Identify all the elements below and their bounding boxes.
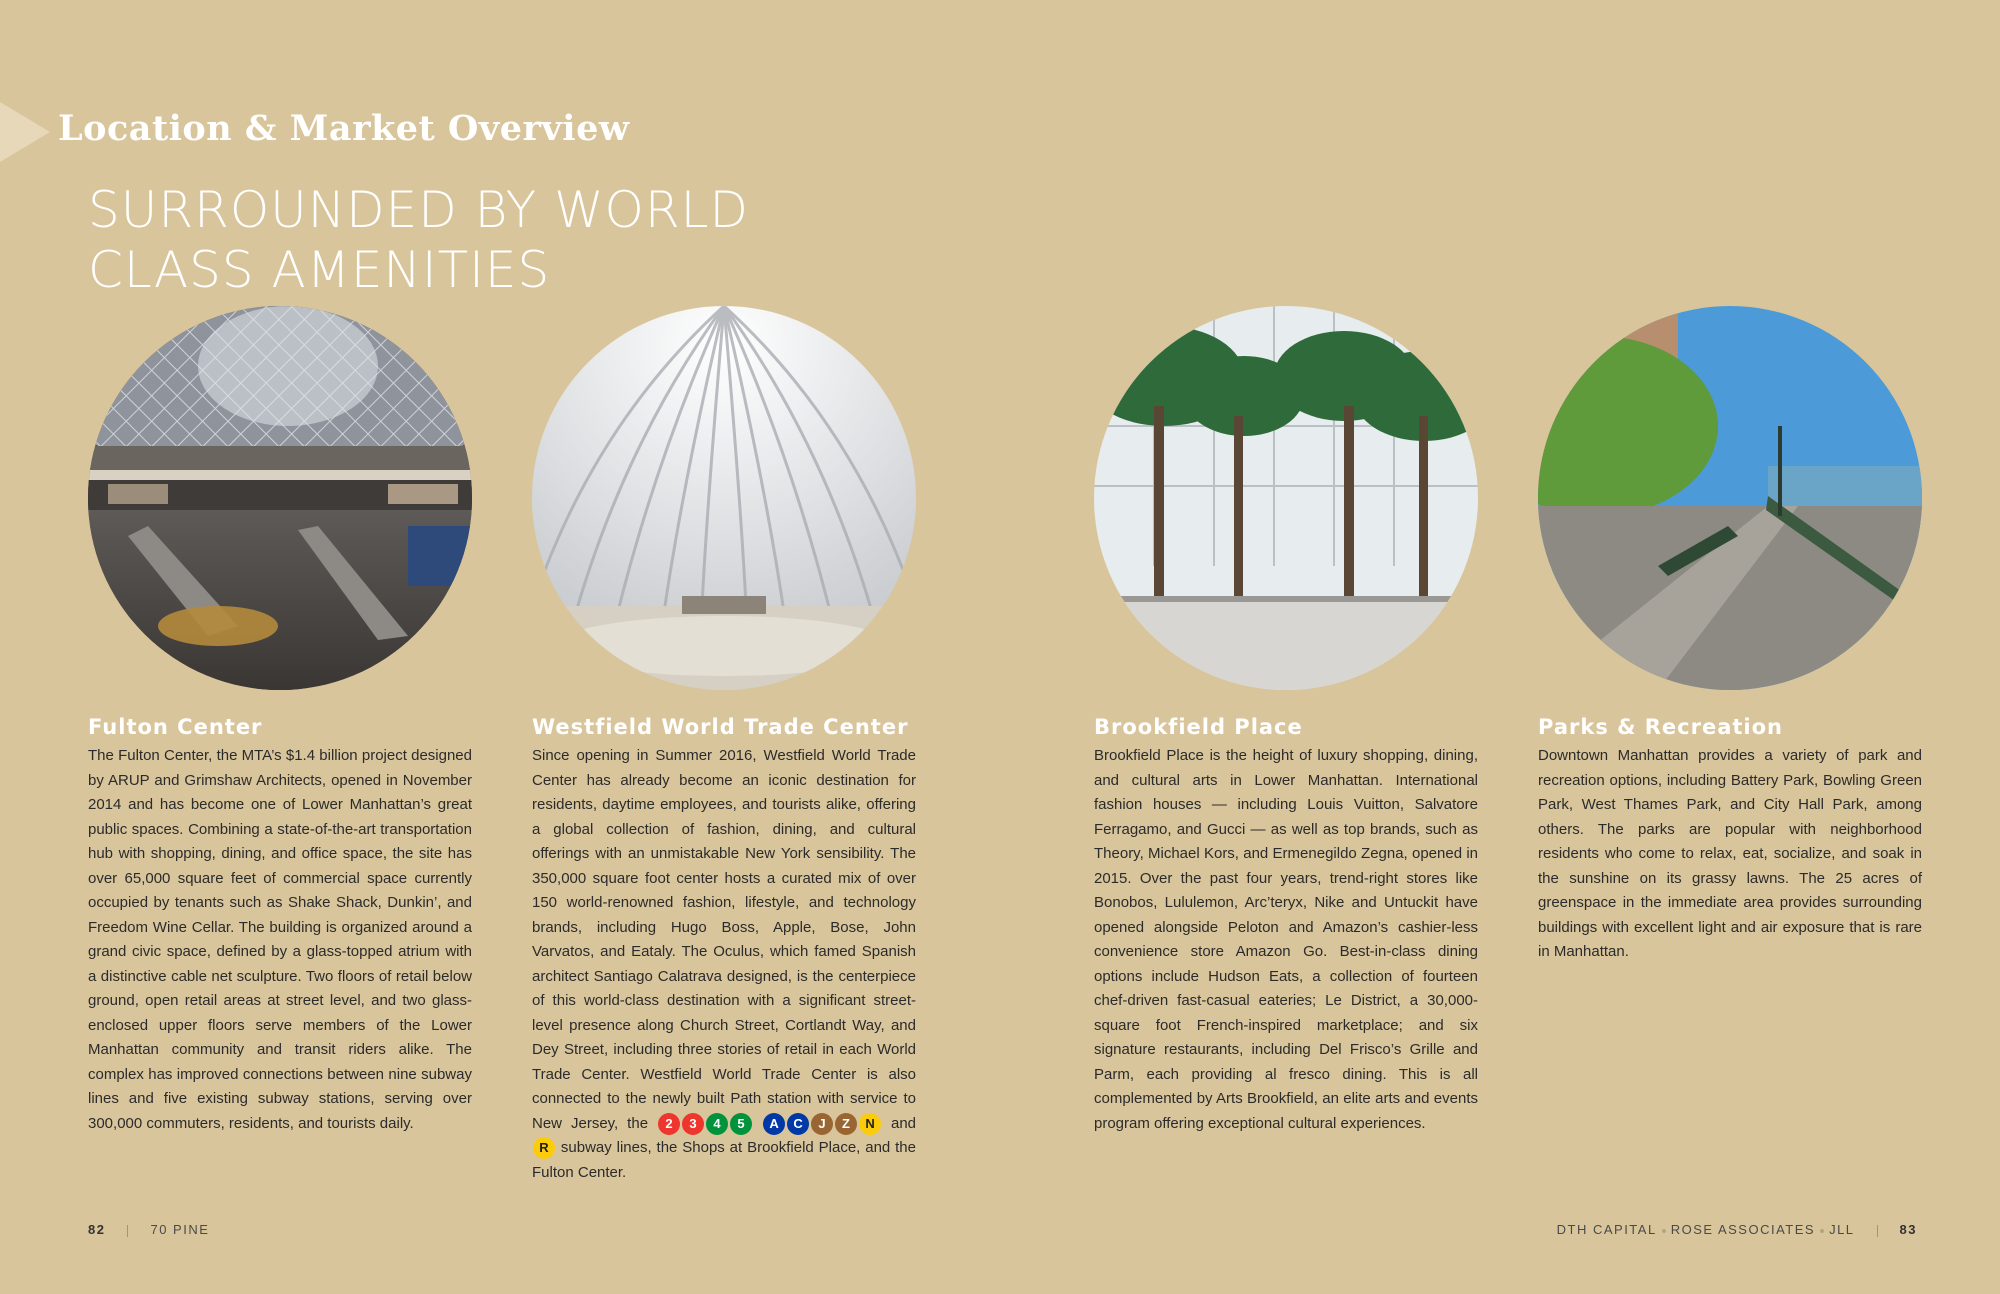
subway-line-n-badge: N	[859, 1113, 881, 1135]
subway-line-4-badge: 4	[706, 1113, 728, 1135]
subway-line-r-badge: R	[533, 1137, 555, 1159]
subway-badges-group-3	[532, 1139, 556, 1156]
page-number-right: 83	[1899, 1222, 1917, 1237]
property-name: 70 PINE	[150, 1222, 210, 1237]
section-marker-triangle	[0, 102, 50, 162]
subway-line-3-badge: 3	[682, 1113, 704, 1135]
page-number-left: 82	[88, 1222, 106, 1237]
section-title: Location & Market Overview	[58, 108, 630, 149]
brookfield-title: Brookfield Place	[1094, 715, 1303, 739]
fulton-center-section	[88, 714, 472, 1136]
subway-line-2-badge: 2	[658, 1113, 680, 1135]
footer-right	[1557, 1222, 1917, 1237]
westfield-oculus-photo	[532, 306, 916, 690]
fulton-center-body: The Fulton Center, the MTA’s $1.4 billion project designed by ARUP and Grimshaw Architects, opened in November 2014 and has become one of Lower Manhattan’s great public spaces. Combining a state-of-the-art transportation hub with shopping, dining, and office space, the site has over 65,000 square feet of commercial space currently occupied by tenants such as Shake Shack, Dunkin’, and Freedom Wine Cellar. The building is organized around a grand civic space, defined by a glass-topped atrium with a distinctive cable net sculpture. Two floors of retail below ground, open retail areas at street level, and two glass-enclosed upper floors serve members of the Lower Manhattan community and transit riders alike. The complex has improved connections between nine subway lines and five existing subway stations, serving over 300,000 commuters, residents, and tourists daily.	[88, 747, 472, 1132]
fulton-center-title: Fulton Center	[88, 715, 263, 739]
bullet-dot	[1820, 1229, 1824, 1233]
westfield-title: Westfield World Trade Center	[532, 715, 909, 739]
subway-badges-group-2	[762, 1115, 882, 1132]
subway-line-z-badge: Z	[835, 1113, 857, 1135]
subway-line-a-badge: A	[763, 1113, 785, 1135]
brookfield-place-photo	[1094, 306, 1478, 690]
parks-title: Parks & Recreation	[1538, 715, 1784, 739]
parks-body: Downtown Manhattan provides a variety of park and recreation options, including Battery Park, Bowling Green Park, West Thames Park, and City Hall Park, among others. The parks are popular with neighborhood residents who come to relax, eat, socialize, and soak in the sunshine on its grassy lawns. The 25 acres of greenspace in the immediate area provides surrounding buildings with excellent light and air exposure that is rare in Manhattan.	[1538, 747, 1922, 960]
brand-dth-capital: DTH CAPITAL	[1556, 1222, 1657, 1237]
brookfield-section	[1094, 714, 1478, 1136]
page-headline	[88, 180, 749, 300]
footer-divider	[1877, 1225, 1878, 1237]
westfield-body	[532, 744, 916, 1185]
westfield-and-text: and	[891, 1114, 917, 1132]
brand-jll: JLL	[1829, 1222, 1855, 1237]
westfield-section	[532, 714, 916, 1185]
headline-line-2: CLASS AMENITIES	[88, 241, 551, 299]
footer-left	[88, 1222, 209, 1237]
parks-recreation-photo	[1538, 306, 1922, 690]
brookfield-body: Brookfield Place is the height of luxury shopping, dining, and cultural arts in Lower Manhattan. International fashion houses — including Louis Vuitton, Salvatore Ferragamo, and Gucci — as well as top brands, such as Theory, Michael Kors, and Ermenegildo Zegna, opened in 2015. Over the past four years, trend-right stores like Bonobos, Lululemon, Arc’teryx, Nike and Untuckit have opened alongside Peloton and Amazon’s cashier-less convenience store Amazon Go. Best-in-class dining options include Hudson Eats, a collection of fourteen chef-driven fast-casual eateries; Le District, a 30,000-square foot French-inspired marketplace; and six signature restaurants, including Del Frisco’s Grille and Parm, each providing al fresco dining. This is all complemented by Arts Brookfield, an elite arts and events program offering exceptional cultural experiences.	[1094, 747, 1478, 1132]
fulton-center-photo	[88, 306, 472, 690]
headline-line-1: SURROUNDED BY WORLD	[88, 181, 749, 239]
westfield-body-text: Since opening in Summer 2016, Westfield World Trade Center has already become an iconic destination for residents, daytime employees, and tourists alike, offering a global collection of fashion, dining, and cultural offerings with an unmistakable New York sensibility. The 350,000 square foot center hosts a curated mix of over 150 world-renowned fashion, lifestyle, and technology brands, including Hugo Boss, Apple, Bose, John Varvatos, and Eataly. The Oculus, which famed Spanish architect Santiago Calatrava designed, is the centerpiece of this world-class destination with a significant street-level presence along Church Street, Cortlandt Way, and Dey Street, including three stories of retail in each World Trade Center. Westfield World Trade Center is also connected to the newly built Path station with service to New Jersey, the	[532, 747, 916, 1132]
subway-line-c-badge: C	[787, 1113, 809, 1135]
parks-section	[1538, 714, 1922, 965]
westfield-body-end: subway lines, the Shops at Brookfield Place, and the Fulton Center.	[532, 1139, 916, 1181]
subway-line-j-badge: J	[811, 1113, 833, 1135]
brand-rose-associates: ROSE ASSOCIATES	[1670, 1222, 1816, 1237]
subway-badges-group-1	[657, 1115, 753, 1132]
subway-line-5-badge: 5	[730, 1113, 752, 1135]
bullet-dot	[1662, 1229, 1666, 1233]
footer-divider	[127, 1225, 128, 1237]
